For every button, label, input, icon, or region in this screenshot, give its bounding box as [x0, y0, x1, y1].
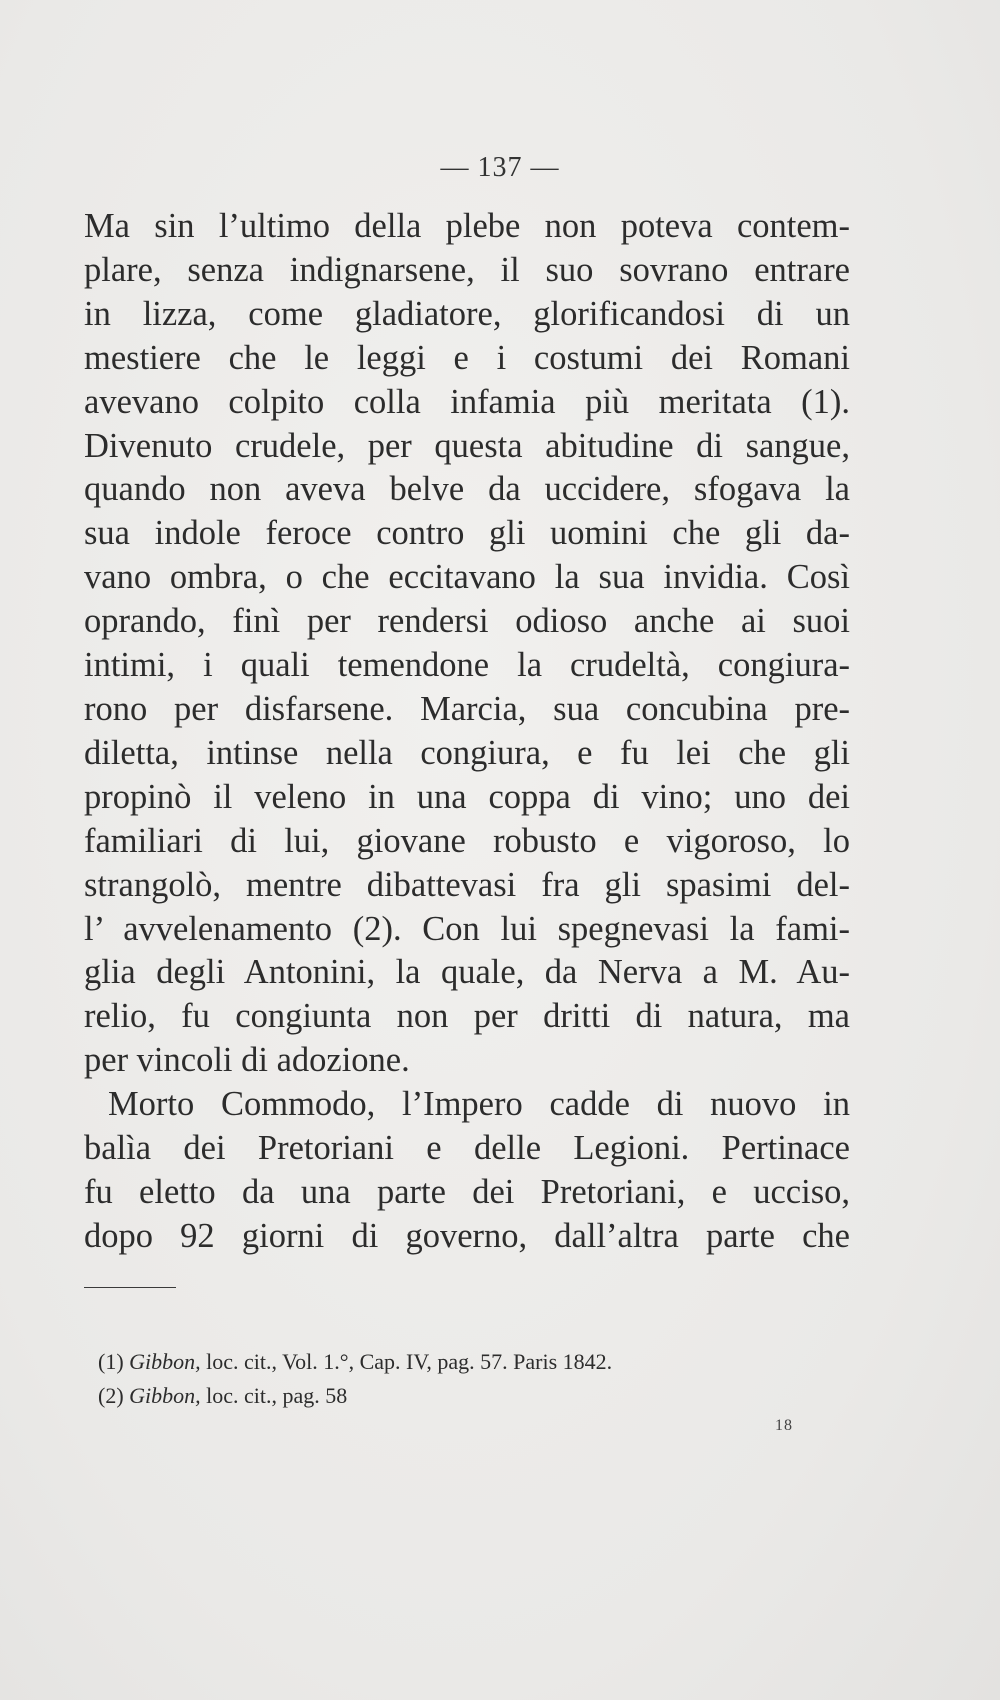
text-line: avevano colpito colla infamia più meritata (1).	[84, 382, 850, 421]
footnote-marker: (2)	[98, 1383, 124, 1408]
text-line: plare, senza indignarsene, il suo sovrano entrare	[84, 250, 850, 289]
text-line: familiari di lui, giovane robusto e vigoroso, lo	[84, 821, 850, 860]
text-line: rono per disfarsene. Marcia, sua concubina pre-	[84, 689, 850, 728]
footnote-1	[98, 1345, 612, 1379]
page-number: — 137 —	[440, 152, 560, 183]
text-line: Divenuto crudele, per questa abitudine di sangue,	[84, 426, 850, 465]
text-line: propinò il veleno in una coppa di vino; uno dei	[84, 777, 850, 816]
text-line: per vincoli di adozione.	[84, 1041, 410, 1080]
text-line: in lizza, come gladiatore, glorificandosi di un	[84, 294, 850, 333]
footnote-marker: (1)	[98, 1349, 124, 1374]
signature-mark: 18	[775, 1417, 793, 1434]
footnote-author: Gibbon,	[129, 1349, 201, 1374]
body-text	[84, 205, 850, 1259]
text-line: sua indole feroce contro gli uomini che gli da-	[84, 514, 850, 553]
text-line: Ma sin l’ultimo della plebe non poteva contem-	[84, 207, 850, 245]
footnote-2	[98, 1379, 612, 1413]
footnote-divider	[84, 1287, 176, 1288]
footnotes	[98, 1345, 612, 1413]
text-line: l’ avvelenamento (2). Con lui spegnevasi la fami-	[84, 909, 850, 948]
text-line: Morto Commodo, l’Impero cadde di nuovo in	[108, 1085, 850, 1124]
text-line: strangolò, mentre dibattevasi fra gli spasimi del-	[84, 865, 850, 904]
footnote-author: Gibbon,	[129, 1383, 201, 1408]
text-line: vano ombra, o che eccitavano la sua invidia. Così	[84, 558, 850, 597]
text-line: balìa dei Pretoriani e delle Legioni. Pertinace	[84, 1129, 850, 1168]
text-line: diletta, intinse nella congiura, e fu lei che gli	[84, 733, 850, 772]
text-line: oprando, finì per rendersi odioso anche ai suoi	[84, 602, 850, 641]
text-line: relio, fu congiunta non per dritti di natura, ma	[84, 997, 850, 1036]
text-line: intimi, i quali temendone la crudeltà, congiura-	[84, 646, 850, 685]
text-line: glia degli Antonini, la quale, da Nerva a M. Au-	[84, 953, 850, 992]
footnote-text: loc. cit., Vol. 1.°, Cap. IV, pag. 57. Paris 1842.	[206, 1349, 613, 1374]
text-line: mestiere che le leggi e i costumi dei Romani	[84, 338, 850, 377]
text-line: fu eletto da una parte dei Pretoriani, e ucciso,	[84, 1172, 850, 1211]
text-line: quando non aveva belve da uccidere, sfogava la	[84, 470, 850, 509]
footnote-text: loc. cit., pag. 58	[206, 1383, 348, 1408]
text-line: dopo 92 giorni di governo, dall’altra parte che	[84, 1216, 850, 1255]
